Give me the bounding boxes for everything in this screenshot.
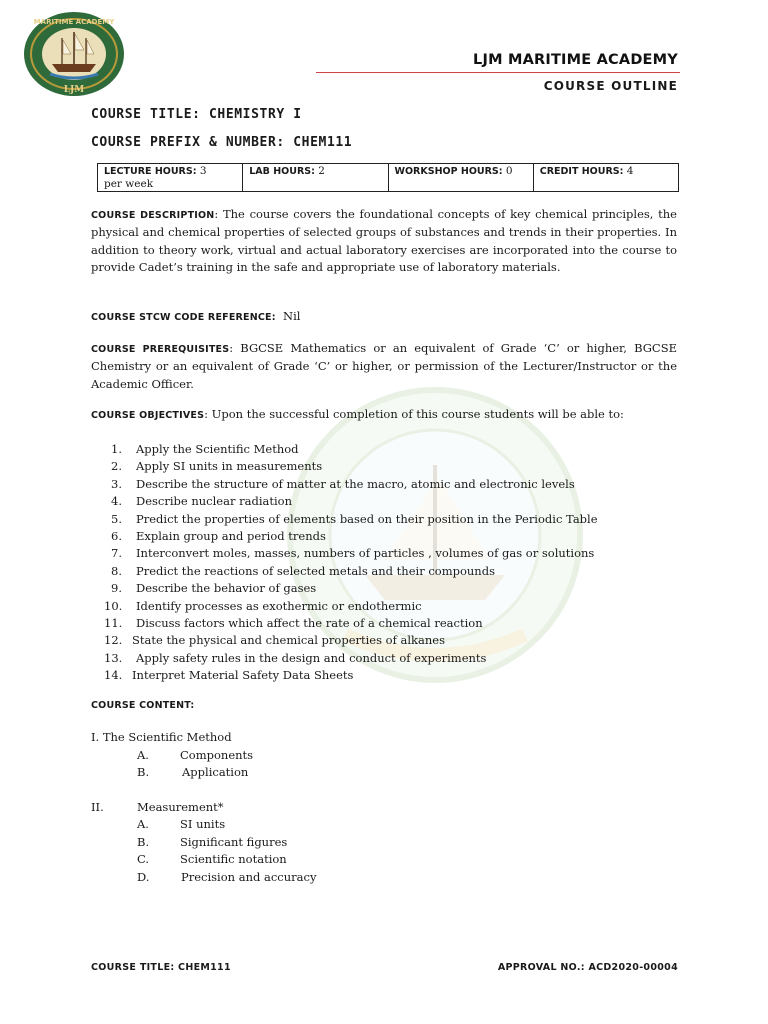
section-heading: I. The Scientific Method — [91, 730, 232, 744]
list-item: 7. Interconvert moles, masses, numbers of particles , volumes of gas or solutions — [111, 546, 595, 561]
outline-item-letter: C. — [137, 852, 150, 866]
credit-hours-label: CREDIT HOURS: — [539, 166, 624, 177]
description-label: COURSE DESCRIPTION — [91, 210, 215, 221]
prerequisites-text: BGCSE Mathematics or an equivalent of Grade ‘C’ or higher, BGCSE Chemistry or an equivalent of Grade ‘C’ or higher, or permission of the Lecturer/Instructor or the Academic Officer. — [91, 341, 677, 391]
workshop-hours-label: WORKSHOP HOURS: — [394, 166, 503, 177]
list-item: 10. Identify processes as exothermic or endothermic — [104, 598, 422, 613]
list-item: 9. Describe the behavior of gases — [111, 581, 317, 596]
lecture-hours-value: 3 — [199, 165, 207, 177]
list-item: 8. Predict the reactions of selected metals and their compounds — [111, 563, 495, 578]
outline-item-text: Scientific notation — [180, 852, 287, 866]
list-item: 11. Discuss factors which affect the rate of a chemical reaction — [104, 616, 483, 631]
objectives-label: COURSE OBJECTIVES — [91, 410, 205, 421]
outline-item-letter: B. — [137, 765, 150, 779]
credit-hours-cell — [533, 164, 678, 192]
objectives-intro: Upon the successful completion of this course students will be able to: — [211, 407, 624, 421]
section-numeral: II. — [91, 800, 104, 814]
list-item: 14. Interpret Material Safety Data Sheets — [104, 668, 354, 683]
header-rule — [316, 72, 680, 73]
workshop-hours-value: 0 — [505, 165, 513, 177]
course-content-label: COURSE CONTENT: — [91, 700, 195, 711]
stcw-reference — [91, 308, 677, 326]
list-item: 4. Describe nuclear radiation — [111, 494, 292, 509]
course-description: COURSE DESCRIPTION: The course covers the foundational concepts of key chemical principles, the physical and chemical properties of selected groups of substances and trends in their properties. In addition to theory work, virtual and actual laboratory exercises are incorporated into the course to provide Cadet’s training in the safe and appropriate use of laboratory materials. — [91, 207, 677, 275]
lab-hours-cell — [243, 164, 388, 192]
academy-name: LJM MARITIME ACADEMY — [473, 52, 678, 68]
outline-item-letter: D. — [137, 870, 150, 884]
stcw-value: Nil — [283, 309, 301, 323]
list-item: 6. Explain group and period trends — [111, 529, 326, 544]
course-prerequisites: COURSE PREREQUISITES: BGCSE Mathematics or an equivalent of Grade ‘C’ or higher, BGCSE Chemistry or an equivalent of Grade ‘C’ or higher, or permission of the Lecturer/Instructor or the Academic Officer. — [91, 341, 677, 391]
lecture-hours-cell — [98, 164, 243, 192]
logo-text-bottom: LJM — [63, 85, 85, 95]
footer-approval-number: APPROVAL NO.: ACD2020-00004 — [497, 962, 678, 973]
hours-table — [97, 163, 679, 192]
lecture-hours-note: per week — [104, 178, 154, 190]
credit-hours-value: 4 — [626, 165, 634, 177]
list-item: 3. Describe the structure of matter at the macro, atomic and electronic levels — [111, 476, 575, 491]
academy-logo — [22, 10, 126, 98]
lab-hours-value: 2 — [318, 165, 325, 177]
outline-item-text: Components — [180, 748, 254, 762]
lecture-hours-label: LECTURE HOURS: — [104, 166, 197, 177]
outline-item-letter: B. — [137, 835, 150, 849]
outline-item-text: Precision and accuracy — [181, 870, 317, 884]
outline-item-text: Application — [182, 765, 249, 779]
footer-course-title: COURSE TITLE: CHEM111 — [91, 962, 231, 973]
outline-item-letter: A. — [137, 748, 149, 762]
description-text: The course covers the foundational concepts of key chemical principles, the physical and chemical properties of selected groups of substances and trends in their properties. In addition to theory work, virtual and actual laboratory exercises are incorporated into the course to provide Cadet’s training in the safe and appropriate use of laboratory materials. — [91, 207, 677, 275]
outline-item-letter: A. — [137, 817, 149, 831]
outline-item-text: Significant figures — [180, 835, 288, 849]
list-item: 12. State the physical and chemical properties of alkanes — [104, 633, 445, 648]
logo-text-top: MARITIME ACADEMY — [33, 18, 115, 26]
objectives-list — [104, 441, 598, 685]
list-item: 5. Predict the properties of elements based on their position in the Periodic Table — [111, 511, 598, 526]
outline-item-text: SI units — [180, 817, 226, 831]
document-type: COURSE OUTLINE — [543, 79, 678, 93]
course-prefix: COURSE PREFIX & NUMBER: CHEM111 — [91, 135, 353, 150]
lab-hours-label: LAB HOURS: — [249, 166, 315, 177]
list-item: 13. Apply safety rules in the design and conduct of experiments — [104, 650, 487, 665]
section-heading: Measurement* — [137, 800, 224, 814]
course-objectives: COURSE OBJECTIVES: Upon the successful completion of this course students will be able to: — [91, 407, 624, 421]
list-item: 2. Apply SI units in measurements — [111, 459, 323, 474]
list-item: 1. Apply the Scientific Method — [111, 442, 299, 456]
prerequisites-label: COURSE PREREQUISITES — [91, 344, 230, 355]
course-title: COURSE TITLE: CHEMISTRY I — [91, 107, 302, 122]
stcw-label: COURSE STCW CODE REFERENCE: — [91, 312, 276, 323]
workshop-hours-cell — [388, 164, 533, 192]
